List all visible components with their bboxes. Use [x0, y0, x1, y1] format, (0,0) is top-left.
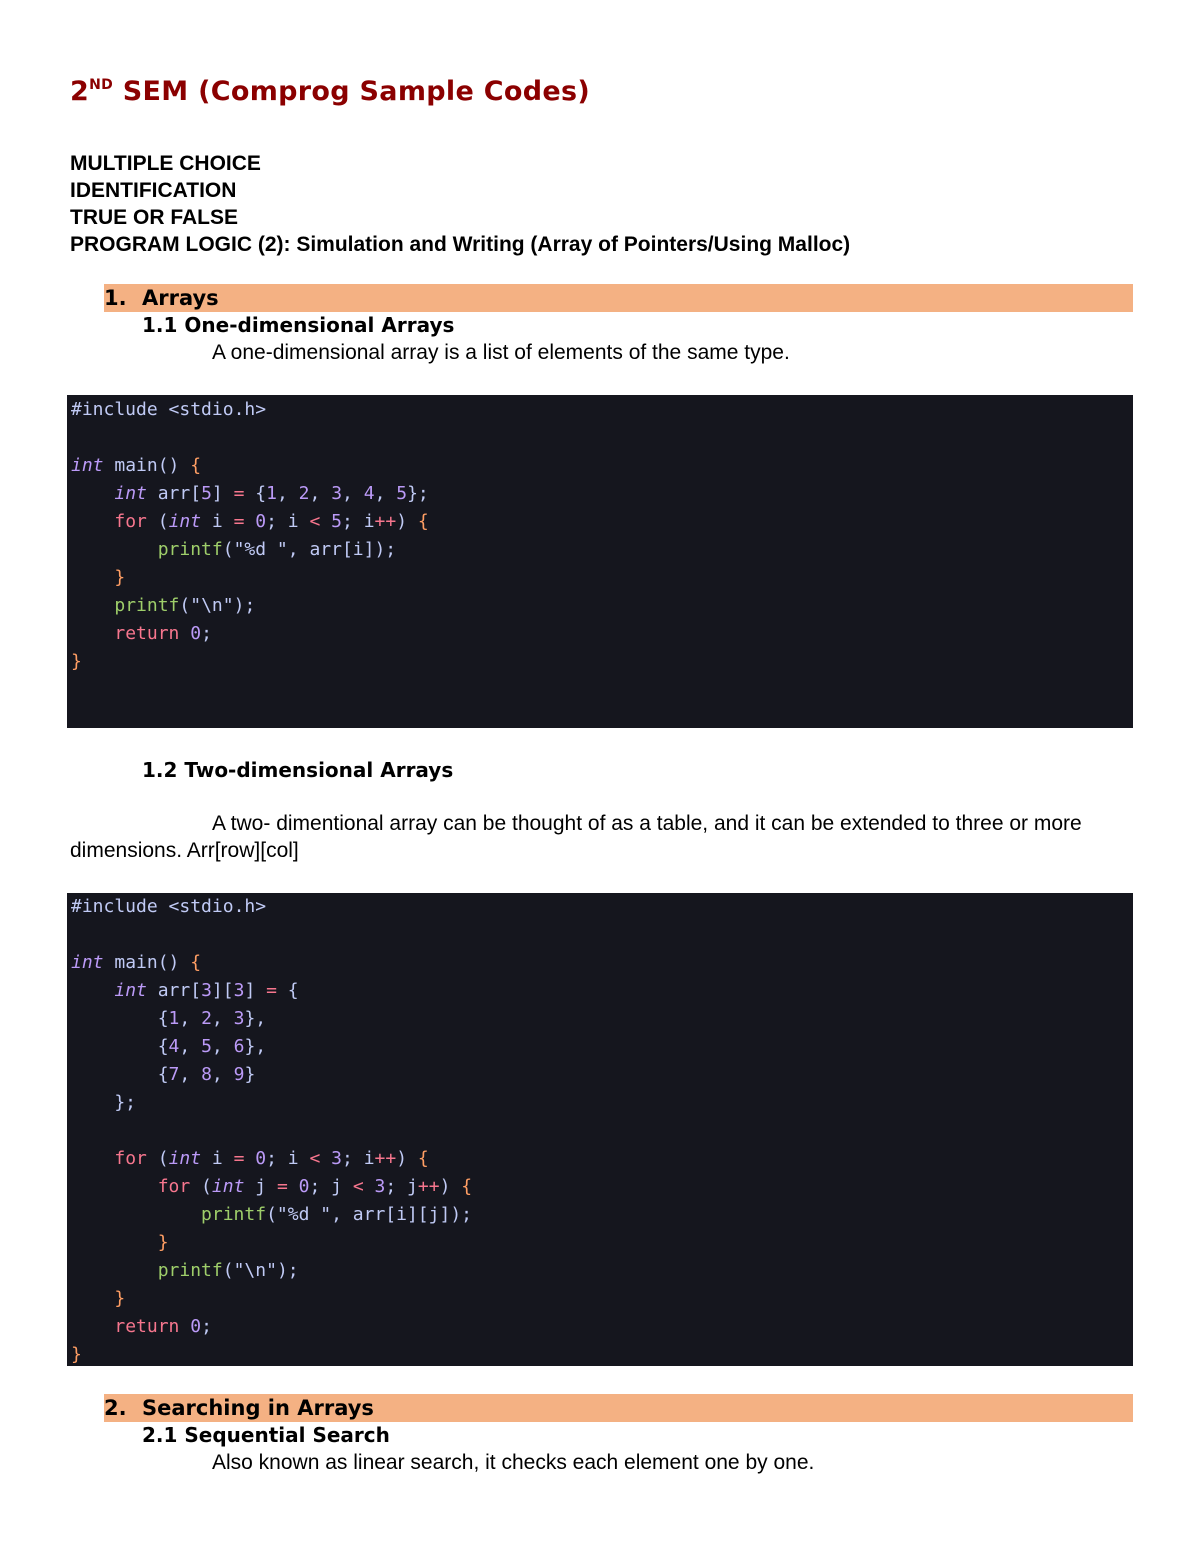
code-line: {7, 8, 9} [71, 1064, 256, 1085]
code-line: }; [71, 1092, 137, 1113]
code-block [67, 395, 1133, 728]
code-line: {1, 2, 3}, [71, 1008, 267, 1029]
section-title: Arrays [142, 286, 219, 310]
exam-type-item: MULTIPLE CHOICE [70, 152, 261, 175]
code-line [67, 424, 1133, 452]
code-line: printf("%d ", arr[i]); [157, 539, 397, 560]
code-line: #include <stdio.h> [71, 399, 267, 420]
exam-type-item: IDENTIFICATION [70, 179, 237, 202]
code-line: } [157, 1232, 169, 1253]
code-line: for (int i = 0; i < 3; i++) { [114, 1148, 429, 1169]
subsection-heading: 1.2 Two-dimensional Arrays [142, 758, 454, 782]
code-line: int main() { [71, 455, 202, 476]
code-line: printf("%d ", arr[i][j]); [201, 1204, 472, 1225]
code-line: for (int i = 0; i < 5; i++) { [114, 511, 429, 532]
code-line: {4, 5, 6}, [71, 1036, 267, 1057]
subsection-heading: 1.1 One-dimensional Arrays [142, 313, 455, 337]
section-heading-arrays [104, 284, 1133, 312]
code-line: printf("\n"); [157, 1260, 299, 1281]
code-line: for (int j = 0; j < 3; j++) { [157, 1176, 473, 1197]
code-line: #include <stdio.h> [71, 896, 267, 917]
exam-type-item: PROGRAM LOGIC (2): Simulation and Writing (Array of Pointers/Using Malloc) [70, 233, 851, 256]
page-title: 2ND SEM (Comprog Sample Codes) [70, 76, 590, 107]
subsection-heading: 2.1 Sequential Search [142, 1423, 390, 1447]
code-line: printf("\n"); [114, 595, 256, 616]
code-line: } [114, 567, 126, 588]
section-title: Searching in Arrays [142, 1396, 374, 1420]
section-number: 1. [104, 286, 127, 310]
section-heading-searching [104, 1394, 1133, 1422]
code-line: int arr[3][3] = { [114, 980, 299, 1001]
subsection-description: A one-dimensional array is a list of elements of the same type. [212, 341, 790, 364]
code-line: return 0; [114, 623, 212, 644]
code-line [67, 704, 1133, 732]
code-line: } [114, 1288, 126, 1309]
code-line: int arr[5] = {1, 2, 3, 4, 5}; [114, 483, 429, 504]
section-number: 2. [104, 1396, 127, 1420]
exam-type-item: TRUE OR FALSE [70, 206, 239, 229]
subsection-description: Also known as linear search, it checks each element one by one. [212, 1451, 815, 1474]
exam-type-list [70, 150, 850, 258]
code-line [67, 676, 1133, 704]
subsection-description: A two- dimentional array can be thought of as a table, and it can be extended to three or more dimensions. Arr[row][col] [70, 812, 1082, 862]
code-line: } [71, 651, 82, 672]
code-line: } [71, 1344, 82, 1365]
code-line [67, 1117, 1133, 1145]
code-line: int main() { [71, 952, 202, 973]
code-line [67, 921, 1133, 949]
code-block [67, 893, 1133, 1366]
code-line: return 0; [114, 1316, 212, 1337]
